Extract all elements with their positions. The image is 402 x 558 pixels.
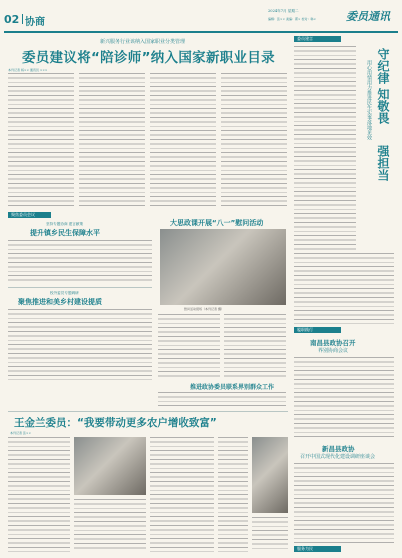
divider-2 (8, 411, 288, 412)
vertical-title-2: 强担当 (376, 145, 390, 181)
right-story-1-headline: 南昌县政协召开 (310, 339, 356, 347)
story4-body-col3 (150, 436, 214, 552)
right-story-2-body (294, 462, 394, 544)
story4-headline: 王金兰委员：“我要带动更多农户增收致富” (14, 417, 217, 429)
right-story-1-body (294, 356, 394, 438)
feature-headline: 大思政课开展“八一”慰问活动 (170, 219, 264, 227)
right-story-1-sub: 界别协商会议 (318, 348, 349, 354)
header-rule (4, 31, 398, 33)
story4-body-col2 (74, 498, 146, 552)
lead-body-col4 (221, 72, 287, 208)
divider-1 (8, 287, 152, 288)
page-header (0, 0, 402, 34)
section-name: 协商 (25, 17, 45, 28)
page-number: 02 (4, 13, 20, 26)
lead-headline: 委员建议将“陪诊师”纳入国家新职业目录 (22, 50, 275, 66)
feature-photo (160, 229, 286, 305)
story3-kicker: 校外委员专题调研 (50, 291, 79, 295)
page-number-divider (22, 14, 23, 24)
story4-body-col5 (252, 516, 288, 552)
story4-byline: 本刊记者 张×× (10, 431, 31, 435)
right-section-bar-1: 委员建言 (294, 36, 341, 42)
right-section-bar-3: 服务为民 (294, 546, 341, 552)
feature-body-2 (224, 313, 286, 377)
story2-kicker: 坚持专题协商 建言献策 (46, 222, 84, 226)
right-column-text-1 (294, 45, 356, 250)
right-story-2-sub: 召开中国式现代化建设调研座谈会 (300, 454, 376, 460)
feature-body-1 (158, 313, 220, 377)
right-column-text-2 (294, 252, 394, 324)
vertical-subtitle: 用心用情用力推进民生实事落地见效 (366, 60, 372, 140)
story4-photo-1 (74, 437, 146, 495)
story4-photo-2 (252, 437, 288, 513)
masthead-logo: 委员通讯 (346, 10, 390, 23)
feature-caption: 慰问活动现场（本刊记者 摄） (184, 307, 224, 311)
editor-line: 编辑：张×× 美编：郭× 校对：韩× (268, 17, 316, 21)
date-line: 2024年7月 星期二 (268, 9, 299, 13)
right-section-bar-2: 履职践行 (294, 327, 341, 333)
lead-kicker: 新兴服务行业该纳入国家职业分类管理 (100, 39, 186, 45)
story3-headline: 聚焦推进和美乡村建设提质 (18, 298, 102, 306)
story3-body (8, 308, 152, 380)
left-section-bar: 聚焦委员会议 (8, 212, 51, 218)
vertical-title-1: 守纪律 知敬畏 (376, 48, 390, 125)
story2-headline: 提升镇乡民生保障水平 (30, 229, 100, 237)
lead-body-col3 (150, 72, 216, 208)
lead-byline: 本刊记者 杨×× 通讯员 ××× (8, 68, 48, 72)
lead-body-col2 (79, 72, 145, 208)
story2-body (8, 239, 152, 283)
mid-headline: 推进政协委员联系界别群众工作 (190, 384, 275, 391)
story4-body-col1 (8, 436, 70, 552)
right-story-2-headline: 新昌县政协 (322, 445, 355, 453)
lead-body-col1 (8, 72, 74, 208)
mid-body (158, 391, 286, 409)
story4-body-col4 (218, 436, 248, 552)
